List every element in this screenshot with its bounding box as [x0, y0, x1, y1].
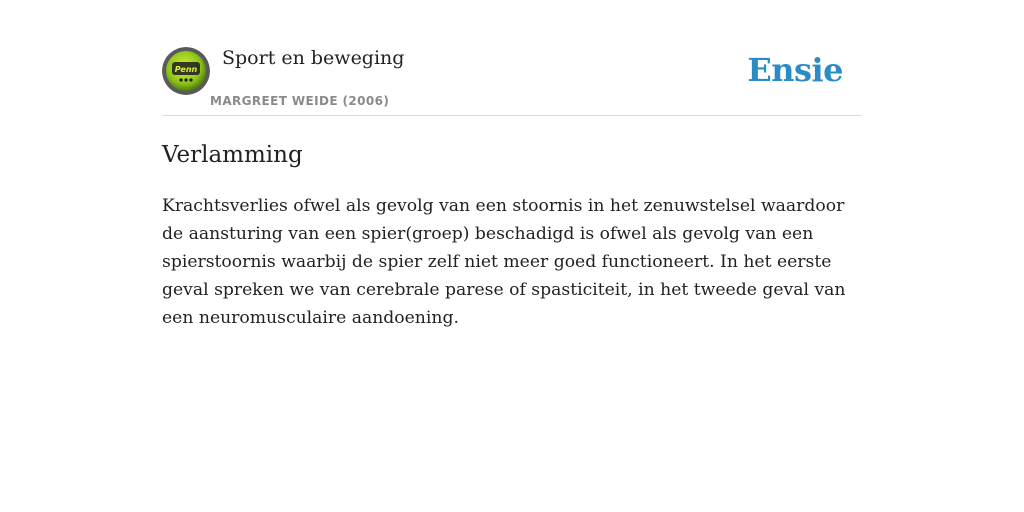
tennis-ball-icon: [162, 47, 210, 95]
entry-card: [162, 44, 862, 332]
category-link[interactable]: Sport en beweging: [222, 47, 405, 69]
author-byline: MARGREET WEIDE (2006): [210, 94, 390, 108]
avatar[interactable]: [162, 47, 210, 95]
brand-logo[interactable]: Ensie: [747, 51, 843, 89]
entry-definition: Krachtsverlies ofwel als gevolg van een stoornis in het zenuwstelsel waardoor de aansturing van een spier(groep) beschadigd is ofwel als gevolg van een spierstoornis waarbij de spier zelf niet meer goed functioneert. In het eerste geval spreken we van cerebrale parese of spasticiteit, in het tweede geval van een neuromusculaire aandoening.: [162, 196, 846, 328]
entry-header: [162, 44, 862, 116]
avatar-label: Penn: [174, 65, 198, 74]
entry-title: Verlamming: [162, 142, 303, 168]
